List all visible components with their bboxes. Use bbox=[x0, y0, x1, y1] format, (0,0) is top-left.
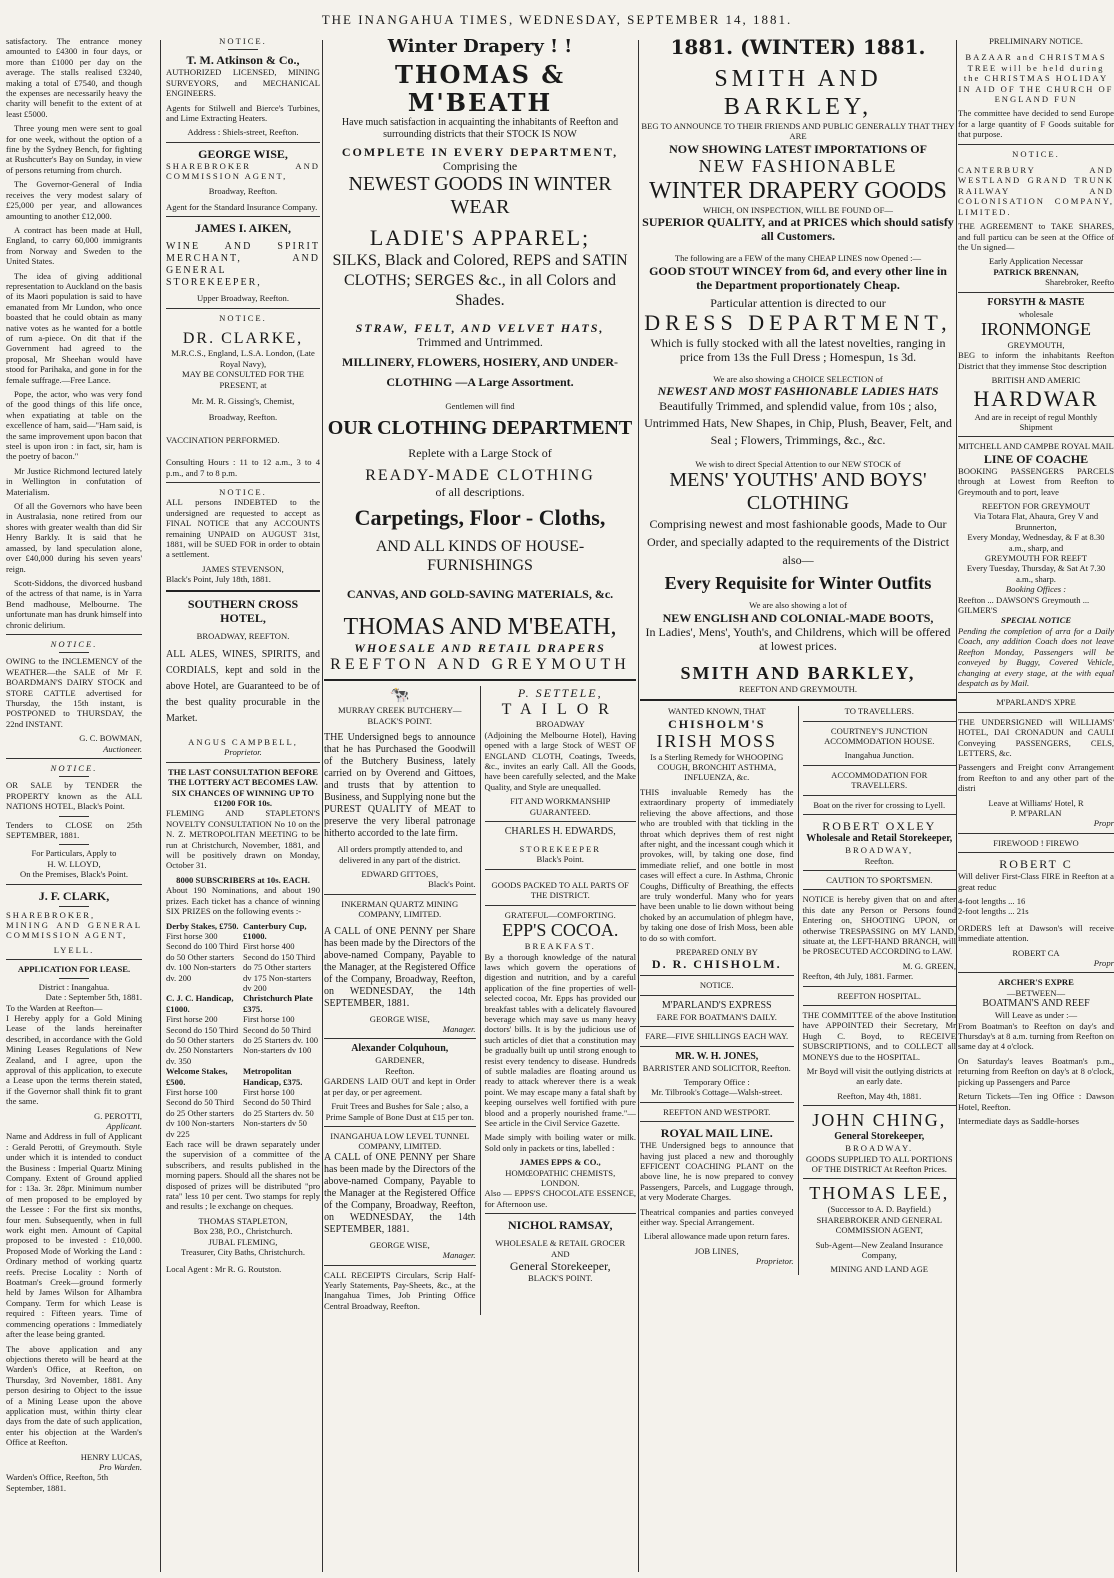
ad-heading: HARDWAR bbox=[973, 385, 1099, 411]
ad-body: GOODS SUPPLIED TO ALL PORTIONS OF THE DISTRICT At Reefton Prices. bbox=[805, 1153, 953, 1175]
ad-heading: M'PARLAND'S EXPRESS bbox=[661, 999, 772, 1011]
ad-heading: INKERMAN QUARTZ MINING COMPANY, LIMITED. bbox=[341, 898, 459, 920]
column-3 bbox=[324, 36, 636, 1572]
race-prizes: First horse 100 Second do 50 Third do 25 Starters dv. 100 Non-starters dv 100 bbox=[243, 1014, 319, 1056]
ad-heading: Carpetings, Floor - Cloths, bbox=[354, 505, 606, 531]
ad-body: THE COMMITTEE of the above Institution have APPOINTED their Secretary, Mr Hugh C. Boyd, to RECEIVE SUBSCRIPTIONS, and to COLLECT all MONEYS due to the HOSPITAL. bbox=[802, 1009, 956, 1062]
news-paragraph: The idea of giving additional representation to Auckland on the basis of its Maori population is said to have emanated from Mr Lundon, who once boasted that he could obtain as many native votes as he wanted for a bottle of rum a-piece. On dit that if the Government had agreed to the proposal, Mr Sheehan would have stood for Parihaka, and gone in for the female suffrage.—Free Lance. bbox=[6, 270, 142, 385]
signature-title: Sharebroker, Reefto bbox=[1045, 277, 1114, 288]
masthead-title: THE INANGAHUA TIMES, WEDNESDAY, SEPTEMBER 14, 1881. bbox=[321, 12, 793, 27]
tender-close: Tenders to CLOSE on 25th SEPTEMBER, 1881. bbox=[6, 819, 142, 841]
ad-body: Local Agent : Mr R. G. Routston. bbox=[166, 1263, 282, 1274]
ad-body: FLEMING AND STAPLETON'S NOVELTY CONSULTATION No 10 on the N. Z. METROPOLITAN MEETING to be run at Christchurch, November, 1881, and will be positively drawn on Monday, October 31. bbox=[166, 808, 320, 871]
race-name: Metropolitan Handicap, £375. bbox=[243, 1066, 303, 1087]
ad-heading: NEW ENGLISH AND COLONIAL-MADE BOOTS, bbox=[662, 610, 934, 625]
address: BROADWAY bbox=[535, 719, 585, 730]
ad-subheading: STOREKEEPER bbox=[519, 844, 602, 855]
signature: HENRY LUCAS, bbox=[80, 1451, 142, 1462]
address: Box 238, P.O., Christchurch. bbox=[193, 1226, 293, 1237]
ad-body: Beautifully Trimmed, and splendid value, from 10s ; also, Untrimmed Hats, New Shapes, in Chip, Plush, Beaver, Felt, and Seal ; Flowers, Trimmings, &c., &c. bbox=[644, 399, 952, 448]
signature: G. C. BOWMAN, bbox=[79, 733, 142, 744]
ad-body: Also — EPPS'S CHOCOLATE ESSENCE, for Afternoon use. bbox=[484, 1188, 636, 1209]
signature: JUBAL FLEMING, bbox=[208, 1236, 278, 1247]
ad-body: THE AGREEMENT to TAKE SHARES, and full particu can be seen at the Office of the Un signed— bbox=[958, 221, 1114, 252]
signature: ANGUS CAMPBELL, bbox=[188, 737, 298, 747]
signature: GEORGE WISE, bbox=[369, 1239, 430, 1250]
ad-heading: APPLICATION FOR LEASE. bbox=[17, 964, 131, 975]
ad-subheading: General Storekeeper, bbox=[834, 1131, 925, 1143]
ad-body: All orders promptly attended to, and delivered in any part of the district. bbox=[337, 844, 463, 865]
ad-subheading: REEFTON FOR GREYMOUT bbox=[981, 501, 1091, 511]
ad-body: Gentlemen will find bbox=[445, 401, 515, 411]
column-4-lower bbox=[640, 706, 956, 1275]
ad-heading: Alexander Colquhoun, bbox=[351, 1043, 449, 1055]
race-name: C. J. C. Handicap, £1000. bbox=[166, 993, 234, 1014]
ad-body: 4-foot lengths ... 16 bbox=[958, 896, 1026, 906]
ad-body: Temporary Office : bbox=[683, 1077, 750, 1087]
race-name: Christchurch Plate £375. bbox=[243, 993, 313, 1014]
ad-body: Will deliver First-Class FIRE in Reefton at a great reduc bbox=[958, 871, 1114, 892]
ad-body: Each race will be drawn separately under the supervision of a committee of the subscribers, and results published in the morning papers. Should all the shares not be disposed of prizes will be distributed "pro rata" less 10 per cent. Two stamps for reply and results ; le exchange on cheques. bbox=[166, 1139, 320, 1212]
ad-heading: ROYAL MAIL LINE. bbox=[660, 1126, 773, 1141]
ad-subheading: SIX CHANCES OF WINNING UP TO £1200 FOR 10s. bbox=[171, 787, 315, 809]
ad-body: wholesale bbox=[1018, 308, 1054, 319]
signature: JAMES STEVENSON, bbox=[202, 563, 284, 574]
ad-heading: JAMES I. AIKEN, bbox=[194, 221, 292, 236]
race-prizes: First horse 100 Second do 50 Third do 25 Other starters dv 100 Non-starters dv 225 bbox=[166, 1087, 235, 1139]
news-paragraph: Of all the Governors who have been in Australasia, none retired from our shores with greater wealth than did Sir Henry Barkly. It is said that he amassed, by land speculation alone, over £40,000 during his seven years' reign. bbox=[6, 501, 142, 574]
address: Reefton. bbox=[864, 855, 894, 866]
ad-body: Early Application Necessar bbox=[988, 256, 1084, 267]
signature-title: Manager. bbox=[442, 1024, 476, 1035]
ad-heading: Every Requisite for Winter Outfits bbox=[664, 573, 932, 594]
ad-heading: TO TRAVELLERS. bbox=[844, 706, 914, 717]
signature-title: Propr bbox=[1093, 818, 1114, 829]
ad-body: Will Leave as under :— bbox=[994, 1010, 1078, 1021]
ad-body: SUPERIOR QUALITY, and at PRICES which should satisfy all Customers. bbox=[642, 215, 954, 244]
signature: PATRICK BRENNAN, bbox=[993, 266, 1079, 277]
ad-body: SHAREBROKER AND COMMISSION AGENT, bbox=[166, 160, 320, 182]
ad-heading: SOUTHERN CROSS HOTEL, bbox=[187, 596, 299, 625]
ad-subheading: MITCHELL AND CAMPBE ROYAL MAIL bbox=[958, 441, 1114, 452]
ad-body: THE Undersigned begs to announce that he has Purchased the Goodwill of the Butchery Business, lately carried on by Overend and Gittoes, and trusts that by attention to Business, and Supplying none but the PUREST QUALITY of MEAT to preserve the very liberal patronage hitherto accorded to the late firm. bbox=[324, 732, 476, 840]
ad-body: On Saturday's leaves Boatman's p.m., returning from Reefton on day's at 8 o'clock, picking up Passengers and Parce bbox=[958, 1055, 1114, 1087]
signature: THOMAS STAPLETON, bbox=[198, 1215, 288, 1226]
ad-body: Every Tuesday, Thursday, & Sat At 7.30 a.m., sharp. bbox=[966, 563, 1106, 584]
ad-body: Mr. M. R. Gissing's, Chemist, bbox=[191, 395, 295, 406]
ad-heading: READY-MADE CLOTHING bbox=[365, 467, 595, 485]
ad-body: About 190 Nominations, and about 190 prizes. Each ticket has a chance of winning SIX PRIZES on the following events :- bbox=[166, 885, 320, 917]
signature-title: Propr bbox=[1093, 958, 1114, 969]
race-prizes: First horse 400 Second do 150 Third do 75 Other starters dv 175 Non-starters dv 200 bbox=[243, 941, 316, 993]
ad-heading: REEFTON HOSPITAL. bbox=[837, 990, 922, 1001]
address: Broadway, Reefton. bbox=[208, 412, 278, 423]
ad-body: Mr Boyd will visit the outlying districts at an early date. bbox=[806, 1066, 952, 1087]
address: REEFTON AND GREYMOUTH. bbox=[738, 683, 857, 694]
ad-body: Intermediate days as Saddle-horses bbox=[958, 1115, 1079, 1126]
ad-body: BAZAAR and CHRISTMAS TREE will be held during the CHRISTMAS HOLIDAY IN AID OF THE CHURCH OF ENGLAND FUN bbox=[958, 52, 1114, 105]
ad-body: We wish to direct Special Attention to our NEW STOCK of bbox=[695, 459, 901, 470]
ad-heading: COMPLETE IN EVERY DEPARTMENT, bbox=[341, 145, 619, 159]
ad-body: SHAREBROKER, MINING AND GENERAL COMMISSION AGENT, bbox=[6, 909, 142, 941]
ad-subheading: FARE FOR BOATMAN'S DAILY. bbox=[656, 1011, 777, 1022]
notice-heading: NOTICE. bbox=[699, 980, 734, 991]
column-4 bbox=[640, 36, 956, 1572]
signature-title: Applicant. bbox=[106, 1120, 142, 1131]
ad-heading: ROBERT C bbox=[999, 857, 1073, 872]
notice-heading: NOTICE. bbox=[1012, 148, 1060, 159]
ad-heading: CHARLES H. EDWARDS, bbox=[504, 826, 616, 838]
ad-body: BOOKING PASSENGERS PARCELS through at Lowest from Reefton to Greymouth and to port, leave bbox=[958, 465, 1114, 497]
race-prizes: First horse 200 Second do 150 Third do 50 Other starters dv. 250 Nonstarters dv. 350 bbox=[166, 1014, 239, 1066]
ad-body: THE Undersigned begs to announce that having just placed a new and thoroughly EFFICENT COACHING PLANT on the above line, he is now prepared to convey Passengers, Parcels, and Luggage through, at very Moderate Charges. bbox=[640, 1140, 794, 1203]
ad-subheading: GARDENER, bbox=[375, 1055, 425, 1066]
column-rule bbox=[322, 40, 323, 1572]
ad-heading: MENS' YOUTHS' AND BOYS' CLOTHING bbox=[669, 469, 927, 515]
ad-body: ALL ALES, WINES, SPIRITS, and CORDIALS, kept and sold in the above Hotel, are Guaranteed to be of the best quality procurable in the Market. bbox=[166, 649, 320, 724]
ad-heading: IRISH MOSS bbox=[656, 730, 778, 751]
signature: M. G. GREEN, bbox=[902, 960, 956, 971]
address: LYELL. bbox=[53, 944, 95, 955]
ad-heading: AND ALL KINDS OF HOUSE-FURNISHINGS bbox=[375, 538, 585, 575]
ad-body: The following are a FEW of the many CHEAP LINES now Opened :— bbox=[674, 253, 922, 264]
news-paragraph: Mr Justice Richmond lectured lately in Wellington in confutation of Materialism. bbox=[6, 465, 142, 497]
address: BROADWAY, bbox=[845, 845, 914, 856]
address: BROADWAY. bbox=[845, 1143, 914, 1154]
address: Upper Broadway, Reefton. bbox=[196, 293, 290, 304]
ad-body: Sub-Agent—New Zealand Insurance Company, bbox=[815, 1239, 943, 1261]
ad-heading: IRONMONGE bbox=[981, 318, 1091, 339]
race-name: Welcome Stakes, £500. bbox=[166, 1066, 228, 1087]
ad-subheading: BRITISH AND AMERIC bbox=[991, 375, 1081, 386]
signature-title: Proprietor. bbox=[224, 747, 262, 758]
ad-body: We are also showing a CHOICE SELECTION of bbox=[713, 373, 883, 384]
column-rule bbox=[160, 40, 161, 1572]
ad-heading: LINE OF COACHE bbox=[983, 451, 1089, 466]
ad-body: Consulting Hours : 11 to 12 a.m., 3 to 4 p.m., and 7 to 8 p.m. bbox=[166, 457, 320, 478]
ad-subheading: SPECIAL NOTICE bbox=[1000, 615, 1072, 626]
ad-body: From Boatman's to Reefton on day's and Thursday's at 8 a.m. turning from Reefton on same day at 4 o'clock. bbox=[958, 1020, 1114, 1052]
ad-body: Booking Offices : bbox=[1005, 584, 1067, 595]
ad-body: In Ladies', Mens', Youth's, and Childrens, which will be offered at lowest prices. bbox=[645, 624, 951, 653]
date: Date : September 5th, 1881. bbox=[45, 992, 142, 1003]
ad-body: CALL RECEIPTS Circulars, Scrip Half-Yearly Statements, Pay-Sheets, &c., at the Inangahua Times, Job Printing Office Central Broadway, Reefton. bbox=[324, 1269, 476, 1311]
address: BLACK'S POINT. bbox=[528, 1273, 593, 1284]
ad-heading: GOODS PACKED TO ALL PARTS OF THE DISTRICT. bbox=[491, 879, 629, 901]
ad-heading: REEFTON AND GREYMOUTH bbox=[330, 656, 630, 674]
ad-body: GARDENS LAID OUT and kept in Order at per day, or per agreement. bbox=[324, 1076, 476, 1097]
ad-heading: CANVAS, AND GOLD-SAVING MATERIALS, &c. bbox=[346, 587, 614, 602]
address: Broadway, Reefton. bbox=[208, 185, 278, 196]
signature-title: Manager. bbox=[442, 1250, 476, 1261]
address: GREYMOUTH, bbox=[1007, 339, 1065, 350]
signature-title: Auctioneer. bbox=[103, 743, 142, 754]
ad-heading: FIREWOOD ! FIREWO bbox=[993, 837, 1079, 848]
ad-heading: DRESS DEPARTMENT, bbox=[644, 309, 952, 335]
ad-body: THE UNDERSIGNED will WILLIAMS' HOTEL, DAI CRONADUN and CAULI Conveying PASSENGERS, CELS, LETTERS, &c. bbox=[958, 716, 1114, 758]
ad-body: (Adjoining the Melbourne Hotel), Having opened with a large Stock of WEST OF ENGLAND CLOTH, Coatings, Tweeds, &c., invites an early Call. All the Goods, have been carefully selected, and the Make Quality, and Style are unequalled. bbox=[484, 729, 636, 792]
lease-objections: The above application and any objections thereto will be heard at the Warden's Office, at Reefton, on Thursday, 3rd November, 1881. Any person desiring to Object to the issue of a Mining Lease upon the above application must, within thirty clear days from the date of such application, enter his objection at the Warden's Office at Reefton. bbox=[6, 1343, 142, 1448]
ad-heading: NEWEST GOODS IN WINTER WEAR bbox=[348, 173, 612, 218]
signature: JAMES EPPS & CO., bbox=[519, 1157, 601, 1168]
ad-body: ALL persons INDEBTED to the undersigned are requested to accept as FINAL NOTICE that any ACCOUNTS remaining UNPAID on AUGUST 31st, 1881, will be SUED FOR in order to obtain a settlement. bbox=[166, 497, 320, 560]
ad-subheading: FIT AND WORKMANSHIP GUARANTEED. bbox=[510, 796, 611, 817]
ad-body: Agent for the Standard Insurance Company. bbox=[166, 202, 318, 213]
ad-body: Passengers and Freight conv Arrangement from Reefton to and any other part of the distri bbox=[958, 762, 1114, 794]
address: Mr. Tilbrook's Cottage—Walsh-street. bbox=[651, 1087, 783, 1098]
news-paragraph: The Governor-General of India receives the very modest salary of £25,000 per year, and allowances amounting to another £12,000. bbox=[6, 179, 142, 221]
ad-heading: COURTNEY'S JUNCTION ACCOMMODATION HOUSE. bbox=[824, 725, 935, 747]
address: Inangahua Junction. bbox=[844, 750, 914, 761]
ad-body: of all descriptions. bbox=[435, 485, 525, 500]
ad-heading: NEWEST AND MOST FASHIONABLE LADIES HATS bbox=[657, 384, 939, 399]
ad-body: Replete with a Large Stock of bbox=[408, 446, 552, 461]
ad-body: Liberal allowance made upon return fares. bbox=[643, 1231, 790, 1242]
district: District : Inangahua. bbox=[38, 981, 110, 992]
ad-body: Every Monday, Wednesday, & F at 8.30 a.m., sharp, and bbox=[967, 532, 1105, 553]
signature: H. W. LLOYD, bbox=[47, 858, 101, 869]
ad-body: VACCINATION PERFORMED. bbox=[166, 434, 280, 445]
ad-heading: LADIE'S APPAREL; bbox=[369, 225, 591, 250]
ad-body: Which is fully stocked with all the latest novelties, ranging in price from 13s the Full Dress ; Homespun, 1s 3d. bbox=[650, 335, 946, 364]
date: Reefton, 4th July, 1881. Farmer. bbox=[802, 971, 914, 982]
ad-heading: BOATMAN'S AND REEF bbox=[982, 998, 1090, 1010]
date: Reefton, May 4th, 1881. bbox=[837, 1090, 922, 1101]
signature-title: Pro Warden. bbox=[99, 1461, 142, 1472]
ad-heading: MURRAY CREEK BUTCHERY—BLACK'S POINT. bbox=[337, 705, 462, 726]
ad-body: Made simply with boiling water or milk. Sold only in packets or tins, labelled : bbox=[484, 1132, 636, 1153]
lease-details: Name and Address in full of Applicant : Gerald Perotti, of Greymouth. Style under which it is intended to conduct the Business : Imperial Quartz Mining Company. Extent of Ground applied for : 13a. 3r. 28pr. Minimum number of men proposed to be employed by the Lessee : For the first six months, four men. Subsequently, when in full work eight men. Amount of Capital proposed to be invested : £10,000. Proposed Mode of Working the Land : Ordinary method of working quartz reefs. Precise Locality : North of Boatman's Creek—ground formerly held by James Wilson for Alhambra Company. Term for which Lease is required : Fifteen years. Time of commencing operations : Immediately after the lease being granted. bbox=[6, 1131, 142, 1340]
ad-heading: REEFTON AND WESTPORT. bbox=[663, 1106, 771, 1117]
ad-heading: ROBERT OXLEY bbox=[822, 819, 937, 834]
addressee: To the Warden at Reefton— bbox=[6, 1002, 103, 1013]
date: Black's Point, July 18th, 1881. bbox=[166, 574, 271, 585]
signature-title: Proprietor. bbox=[755, 1256, 794, 1267]
ad-heading: CAUTION TO SPORTSMEN. bbox=[826, 874, 933, 885]
ad-heading: FORSYTH & MASTE bbox=[987, 296, 1085, 308]
ad-heading: Winter Drapery ! ! bbox=[387, 36, 573, 57]
column-2 bbox=[166, 36, 320, 1572]
race-prizes: First horse 100 Second do 50 Third do 25 Starters dv. 50 Non-starters dv 50 bbox=[243, 1087, 314, 1129]
ad-subheading: WHOLESALE & RETAIL GROCER bbox=[495, 1238, 626, 1249]
ad-body: Fruit Trees and Bushes for Sale ; also, a Prime Sample of Bone Dust at £15 per ton. bbox=[325, 1101, 474, 1122]
ad-body: Via Totara Flat, Ahaura, Grey V and Brunnerton, bbox=[973, 511, 1099, 532]
ad-subheading: WANTED KNOWN, THAT bbox=[668, 706, 766, 717]
prize-table bbox=[166, 1066, 320, 1139]
ad-body: Agents for Stilwell and Bierce's Turbines, and Lime Extracting Heaters. bbox=[166, 102, 320, 124]
ad-heading: 1881. (WINTER) 1881. bbox=[670, 36, 926, 59]
signature: D. R. CHISHOLM. bbox=[651, 957, 782, 972]
ad-body: Have much satisfaction in acquainting the inhabitants of Reefton and surrounding districts that their STOCK IS NOW bbox=[341, 117, 619, 140]
ad-body: 2-foot lengths ... 21s bbox=[958, 906, 1029, 917]
ad-body: AUTHORIZED LICENSED, MINING SURVEYORS, and MECHANICAL ENGINEERS. bbox=[166, 67, 320, 99]
ad-body: GOOD STOUT WINCEY from 6d, and every other line in the Department proportionately Cheap. bbox=[649, 263, 947, 292]
news-paragraph: satisfactory. The entrance money amounted to £4300 in four days, or more than £1000 per day on the average. The stalls realised £3240, making a total of £7540, and though the expenses are necessarily heavy the charity will benefit to the extent of at least £5000. bbox=[6, 36, 142, 119]
ad-heading: THOMAS AND M'BEATH, bbox=[343, 614, 617, 641]
ad-body: By a thorough knowledge of the natural laws which govern the operations of digestion and nutrition, and by a careful application of the fine properties of well-selected cocoa, Mr. Epps has provided our breakfast tables with a delicately flavoured beverage which may save us many heavy doctors' bills. It is by the judicious use of such articles of diet that a constitution may be gradually built up until strong enough to resist every tendency to disease. Hundreds of subtle maladies are floating around us ready to attack wherever there is a weak point. We may escape many a fatal shaft by keeping ourselves well fortified with pure blood and a properly nourished frame."—See article in the Civil Service Gazette. bbox=[484, 951, 636, 1128]
column-1 bbox=[6, 36, 142, 1572]
column-5 bbox=[958, 36, 1114, 1572]
signature: P. M'PARLAN bbox=[1010, 807, 1062, 818]
signature: G. PEROTTI, bbox=[94, 1110, 142, 1121]
address: BROADWAY, REEFTON. bbox=[196, 630, 290, 641]
ad-body: A CALL of ONE PENNY per Share has been made by the Directors of the above-named Company, Payable to the Manager at the Registered Office of the Company, Broadway, Reefton, on WEDNESDAY, the 14th SEPTEMBER, 1881. bbox=[324, 1151, 476, 1235]
ad-body: Is a Sterling Remedy for WHOOPING COUGH, BRONCHIT ASTHMA, INFLUENZA, &c. bbox=[650, 751, 784, 783]
ad-body: ORDERS left at Dawson's will receive immediate attention. bbox=[958, 922, 1114, 944]
ad-heading: ARCHER'S EXPRE bbox=[998, 977, 1074, 988]
address: On the Premises, Black's Point. bbox=[19, 869, 128, 880]
ad-subheading: WHOESALE AND RETAIL DRAPERS bbox=[354, 641, 606, 656]
ad-body: Comprising the bbox=[442, 159, 518, 173]
ad-heading: MR. W. H. JONES, bbox=[675, 1050, 759, 1062]
ad-heading: WINTER DRAPERY GOODS bbox=[649, 177, 947, 204]
ad-body: BEG to inform the inhabitants Reefton District that they immense Stoc description bbox=[958, 350, 1114, 371]
ad-subheading: PREPARED ONLY BY bbox=[675, 946, 758, 957]
race-name: Derby Stakes, £750. bbox=[166, 920, 239, 931]
column-3-lower bbox=[324, 686, 636, 1315]
signature: JOB LINES, bbox=[694, 1245, 739, 1256]
ad-heading: GEORGE WISE, bbox=[198, 146, 288, 161]
ad-subheading: —BETWEEN— bbox=[1006, 987, 1066, 998]
ad-body: Trimmed and Untrimmed. bbox=[417, 335, 543, 349]
ad-heading: THOMAS LEE, bbox=[809, 1183, 950, 1204]
ad-subheading: (Successor to A. D. Bayfield.) bbox=[827, 1204, 931, 1215]
ad-heading: MILLINERY, FLOWERS, HOSIERY, AND UNDER- bbox=[342, 355, 618, 369]
address: Address : Shiels-street, Reefton. bbox=[187, 127, 299, 138]
notice-heading: NOTICE. bbox=[50, 763, 98, 773]
news-paragraph: Scott-Siddons, the divorced husband of the actress of that name, is in Yarra Bend madhouse, Melbourne. The unfortunate man has drunk himself into chronic delirium. bbox=[6, 577, 142, 630]
notice-heading: NOTICE. bbox=[219, 312, 267, 323]
ad-body: We are also showing a lot of bbox=[749, 600, 847, 611]
ad-heading: OUR CLOTHING DEPARTMENT bbox=[327, 417, 633, 440]
ad-body: The committee have decided to send Europe for a large quantity of F Goods suitable for that purpose. bbox=[958, 108, 1114, 140]
prize-table bbox=[166, 993, 320, 1066]
ad-body: And are in receipt of regul Monthly Shipment bbox=[974, 411, 1098, 432]
prize-table bbox=[166, 921, 320, 994]
ad-body: M.R.C.S., England, L.S.A. London, (Late Royal Navy), bbox=[171, 348, 315, 369]
ad-body: FARE—FIVE SHILLINGS EACH WAY. bbox=[645, 1031, 789, 1042]
ad-body: NOTICE is hereby given that on and after this date any Person or Persons found Entering on, SHOOTING UPON, or otherwise TRESPASSING on MY LAND, situate at, the LEFT-HAND BRANCH, will be PROSECUTED ACCORDING to LAW. bbox=[802, 894, 956, 957]
ad-body: Particular attention is directed to our bbox=[710, 295, 886, 310]
column-rule bbox=[638, 40, 639, 1572]
ad-subheading: 8000 SUBSCRIBERS at 10s. EACH. bbox=[176, 874, 310, 885]
race-prizes: First horse 300 Second do 100 Third do 50 Other starters dv. 100 Non-starters dv. 200 bbox=[166, 930, 239, 983]
ad-body: BARRISTER AND SOLICITOR, Reefton. bbox=[642, 1062, 791, 1073]
ad-body: SILKS, Black and Colored, REPS and SATIN CLOTHS; SERGES &c., in all Colors and Shades. bbox=[332, 252, 628, 309]
ad-heading: NOW SHOWING LATEST IMPORTATIONS OF bbox=[669, 141, 927, 156]
ad-body: WHICH, ON INSPECTION, WILL BE FOUND OF— bbox=[702, 204, 893, 215]
ad-body: Boat on the river for crossing to Lyell. bbox=[813, 799, 946, 810]
address: Black's Point. bbox=[428, 879, 476, 890]
ad-heading: NEW FASHIONABLE bbox=[698, 155, 898, 176]
address: Reefton. bbox=[385, 1065, 415, 1076]
signature: GEORGE WISE, bbox=[369, 1013, 430, 1024]
notice-heading: NOTICE. bbox=[219, 486, 267, 497]
ad-heading: DR. CLARKE, bbox=[182, 330, 304, 348]
news-paragraph: Three young men were sent to goal for one week, without the option of a fine by the Sydney Bench, for fighting at Rushcutter's Bay on Sunday, in view of persons returning from church. bbox=[6, 123, 142, 175]
news-paragraph: Pope, the actor, who was very fond of the good things of this life once, when expatiating at table on the excellence of ham, said—"Ham said, is the same improvement upon bacon that steel is upon iron : in fact, sir, ham is the poetry of bacon." bbox=[6, 389, 142, 462]
notice-heading: NOTICE. bbox=[219, 36, 267, 46]
ad-heading: J. F. CLARK, bbox=[38, 888, 110, 903]
ad-heading: SMITH AND BARKLEY, bbox=[714, 66, 882, 120]
address: Black's Point. bbox=[536, 854, 584, 865]
ad-heading: INANGAHUA LOW LEVEL TUNNEL COMPANY, LIMITED. bbox=[330, 1130, 470, 1152]
address: LONDON. bbox=[541, 1178, 580, 1189]
ad-body: Reefton ... DAWSON'S Greymouth ... GILMER'S bbox=[958, 594, 1090, 616]
ad-subheading: GRATEFUL—COMFORTING. bbox=[504, 909, 616, 920]
cow-icon: 🐄 bbox=[389, 687, 410, 705]
ad-heading: JOHN CHING, bbox=[812, 1110, 947, 1131]
ad-subheading: GREYMOUTH FOR REEFT bbox=[984, 553, 1088, 564]
ad-body: Theatrical companies and parties conveyed either way. Special Arrangement. bbox=[640, 1206, 794, 1228]
lease-body: I Hereby apply for a Gold Mining Lease of the lands hereinafter described, in accordance with the Gold Mining Leases Regulations of New Zealand, and I agree, upon the approval of this application, to execute a Lease upon the terms therein stated, if the Governor shall think fit to grant the same. bbox=[6, 1012, 142, 1107]
ad-heading: NICHOL RAMSAY, bbox=[508, 1218, 613, 1233]
ad-heading: T. M. Atkinson & Co., bbox=[186, 53, 300, 68]
ad-subheading: BREAKFAST. bbox=[524, 941, 596, 952]
masthead bbox=[0, 0, 1114, 36]
ad-heading: M'PARLAND'S XPRE bbox=[996, 697, 1076, 708]
ad-heading: P. SETTELE, bbox=[517, 686, 603, 701]
signature: EDWARD GITTOES, bbox=[361, 869, 439, 880]
ad-heading: THOMAS & M'BEATH bbox=[395, 60, 565, 117]
boardman-notice: OWING to the INCLEMENCY of the WEATHER—the SALE of Mr F. BOARDMAN'S DAIRY STOCK and STORE CATTLE advertised for Thursday, the 15th instant, is POSTPONED to THURSDAY, the 22nd INSTANT. bbox=[6, 656, 142, 729]
ad-heading: EPP'S COCOA. bbox=[502, 920, 619, 941]
ad-body: Pending the completion of arra for a Daily Coach, any addition Coach does not leave Reefton Monday, Passengers will be conveyed by Buggy, Covered Vehicle, changing at every stage, at the with equal despatch as by Mail. bbox=[958, 625, 1114, 688]
ad-body: Comprising newest and most fashionable goods, Made to Our Order, and specially adapted to the requirements of the District also— bbox=[646, 517, 950, 568]
ad-body: MAY BE CONSULTED FOR THE PRESENT, at bbox=[181, 369, 305, 390]
tender-notice: OR SALE by TENDER the PROPERTY known as the ALL NATIONS HOTEL, Black's Point. bbox=[6, 780, 142, 812]
ad-heading: CHISHOLM'S bbox=[668, 716, 766, 731]
race-name: Canterbury Cup, £1000. bbox=[243, 920, 307, 941]
signature-title: HOMŒOPATHIC CHEMISTS, bbox=[505, 1167, 616, 1178]
date: Warden's Office, Reefton, 5th September, 1881. bbox=[6, 1472, 109, 1493]
ad-heading: THE LAST CONSULTATION BEFORE THE LOTTERY ACT BECOMES LAW. bbox=[168, 766, 318, 788]
news-paragraph: A contract has been made at Hull, England, to carry 60,000 immigrants from Norway and Sweden to the United States. bbox=[6, 224, 142, 267]
ad-body: Leave at Williams' Hotel, R bbox=[988, 797, 1084, 808]
ad-body: AND bbox=[550, 1248, 570, 1259]
ad-body: BEG TO ANNOUNCE TO THEIR FRIENDS AND PUBLIC GENERALLY THAT THEY ARE bbox=[641, 121, 955, 142]
ad-body: MINING AND LAND AGE bbox=[830, 1264, 929, 1275]
ad-subheading: ACCOMMODATION FOR TRAVELLERS. bbox=[831, 769, 928, 791]
notice-heading: NOTICE. bbox=[50, 638, 98, 649]
ad-body: Return Tickets—Ten ing Office : Dawson Hotel, Reefton. bbox=[958, 1091, 1114, 1112]
ad-body: WINE AND SPIRIT MERCHANT, AND GENERAL STOREKEEPER, bbox=[166, 241, 320, 289]
ad-body: THIS invaluable Remedy has the extraordinary property of immediately relieving the above affections, and those who are troubled with that tickling in the throat which deprives them of rest night after night, and the incessant cough which it provokes, will, by taking one dose, find immediate relief, and one bottle in most cases will effect a cure. In Asthma, Chronic Coughs, Difficulty of Breathing, the effects are truly wonderful. Many who for years have been unable to lie down without being choked by an accumulation of phlegm have, by taking one dose of Irish Moss, been able to do so with comfort. bbox=[640, 786, 794, 943]
ad-body: CANTERBURY AND WESTLAND GRAND TRUNK RAILWAY AND COLONISATION COMPANY, LIMITED. bbox=[958, 165, 1114, 217]
ad-body: SHAREBROKER AND GENERAL COMMISSION AGENT, bbox=[816, 1214, 943, 1236]
ad-heading: STRAW, FELT, AND VELVET HATS, bbox=[355, 321, 605, 335]
notice-heading: PRELIMINARY NOTICE. bbox=[989, 36, 1083, 46]
particulars: For Particulars, Apply to bbox=[31, 848, 117, 859]
ad-heading: SMITH AND BARKLEY, bbox=[680, 662, 916, 683]
ad-subheading: Wholesale and Retail Storekeeper, bbox=[806, 833, 953, 845]
ad-heading: TAILOR bbox=[501, 701, 619, 719]
signature: ROBERT CA bbox=[1012, 947, 1060, 958]
ad-body: A CALL of ONE PENNY per Share has been made by the Directors of the above-named Company, Payable to the Manager, at the Registered Office of the Company, Broadway, Reefton, on WEDNESDAY, the 14th SEPTEMBER, 1881. bbox=[324, 925, 476, 1009]
column-rule bbox=[956, 40, 957, 1572]
ad-heading: CLOTHING —A Large Assortment. bbox=[386, 375, 574, 389]
address: Treasurer, City Baths, Christchurch. bbox=[181, 1247, 305, 1258]
ad-subheading: General Storekeeper, bbox=[509, 1259, 611, 1274]
